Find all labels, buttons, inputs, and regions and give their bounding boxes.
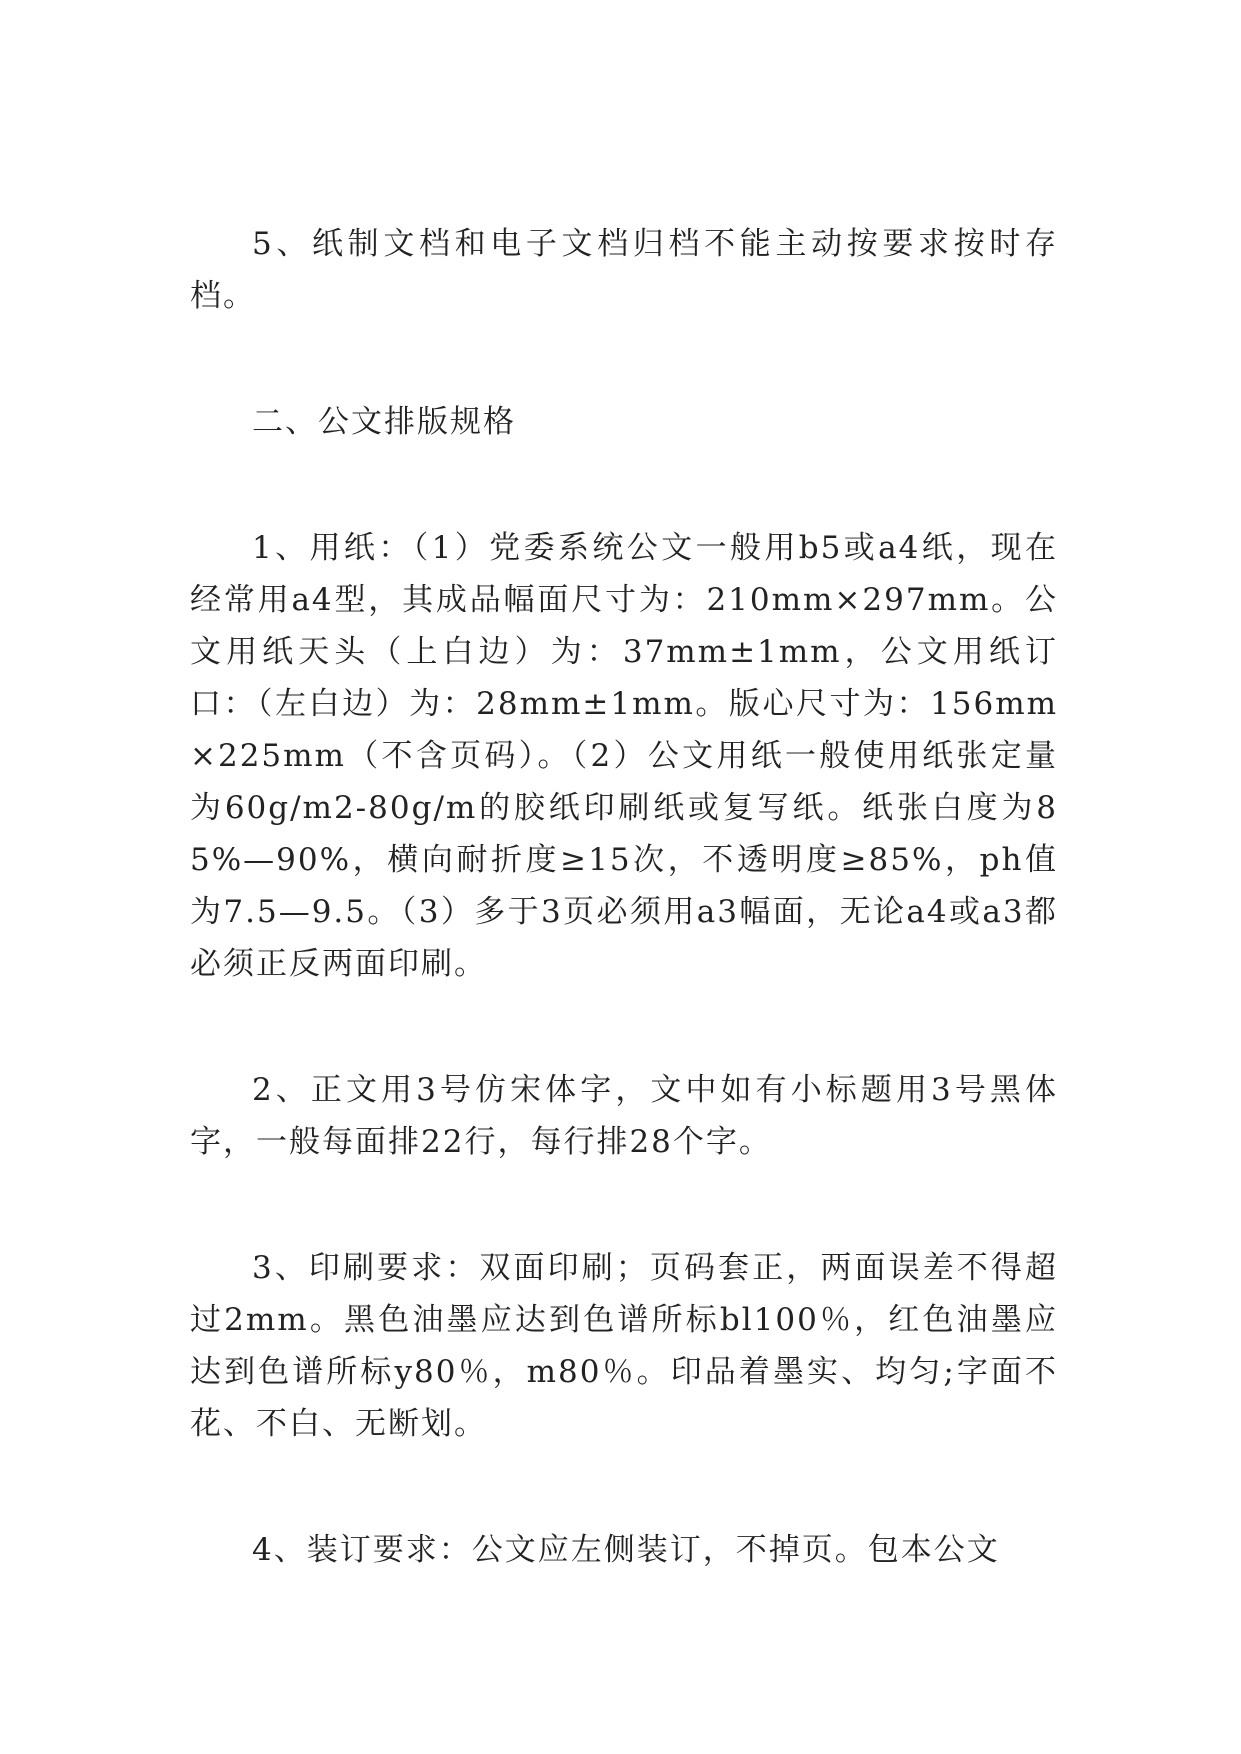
document-body (190, 218, 1058, 1650)
paragraph-printing-requirements: 3、印刷要求：双面印刷；页码套正，两面误差不得超过2mm。黑色油墨应达到色谱所标bl100％，红色油墨应达到色谱所标y80％，m80％。印品着墨实、均匀;字面不花、不白、无断划。 (190, 1250, 1058, 1442)
paragraph-paper-spec: 1、用纸：（1）党委系统公文一般用b5或a4纸，现在经常用a4型，其成品幅面尺寸为：210mm×297mm。公文用纸天头（上白边）为：37mm±1mm，公文用纸订口：（左白边）为：28mm±1mm。版心尺寸为：156mm×225mm（不含页码）。（2）公文用纸一般使用纸张定量为60g/m2-80g/m的胶纸印刷纸或复写纸。纸张白度为85%—90%，横向耐折度≥15次，不透明度≥85%，ph值为7.5—9.5。（3）多于3页必须用a3幅面，无论a4或a3都必须正反两面印刷。 (190, 530, 1058, 982)
paragraph-archiving-item-5: 5、纸制文档和电子文档归档不能主动按要求按时存档。 (190, 226, 1058, 314)
section-heading-formatting-spec: 二、公文排版规格 (252, 404, 516, 440)
paragraph-body-font: 2、正文用3号仿宋体字，文中如有小标题用3号黑体字，一般每面排22行，每行排28个字。 (190, 1072, 1058, 1160)
paragraph-binding-requirements: 4、装订要求：公文应左侧装订，不掉页。包本公文 (252, 1532, 1000, 1568)
